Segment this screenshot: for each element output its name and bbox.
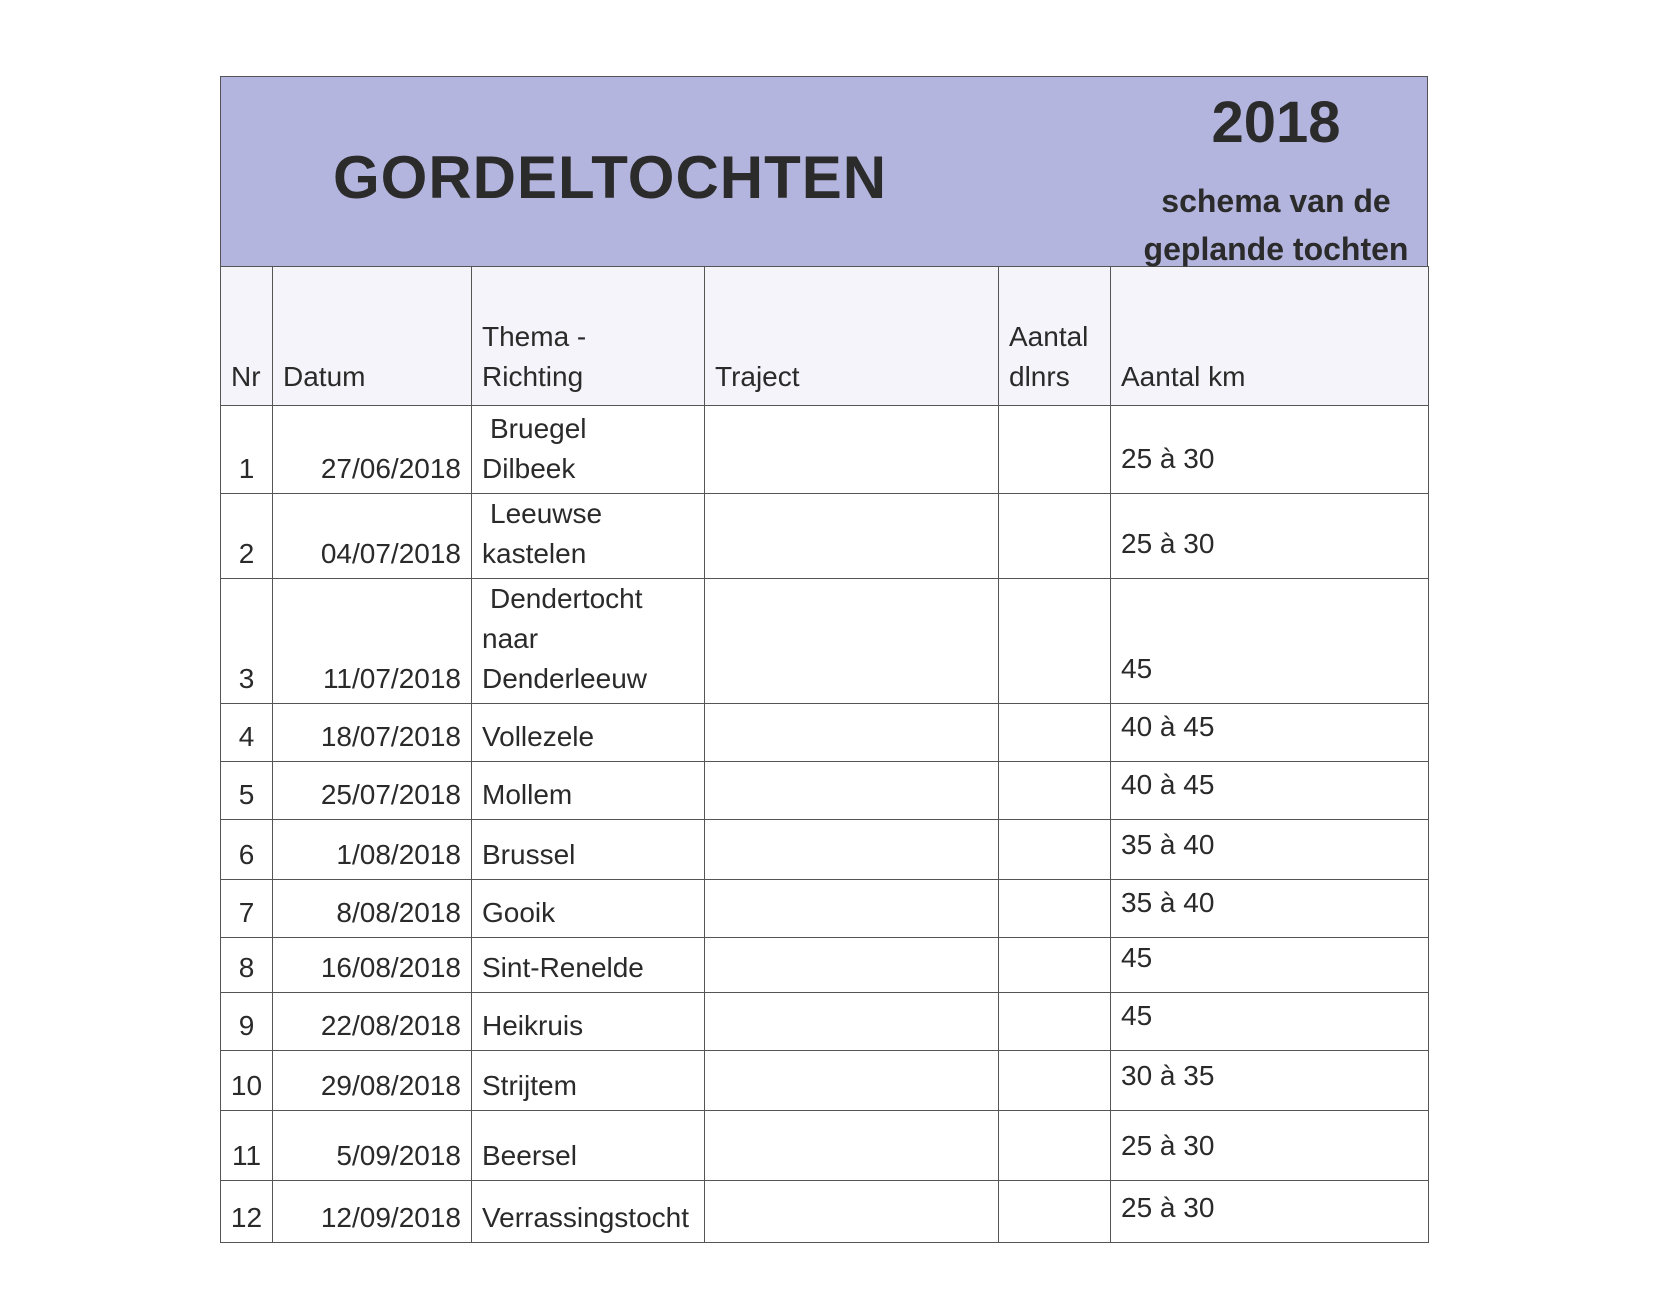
cell-traject [705,704,999,762]
cell-datum: 18/07/2018 [273,704,472,762]
cell-nr: 8 [221,938,273,993]
column-header-line: dlnrs [1009,361,1070,392]
cell-dlnrs [999,880,1111,938]
cell-datum: 5/09/2018 [273,1111,472,1181]
cell-km: 25 à 30 [1111,494,1429,579]
schedule-sheet [220,76,1428,1243]
cell-traject [705,1111,999,1181]
thema-line: Leeuwse [490,498,603,529]
cell-thema [472,494,705,579]
thema-line: Beersel [482,1140,577,1171]
thema-line: Gooik [482,897,556,928]
header-row [221,267,1429,406]
thema-line: Dilbeek [482,453,576,484]
column-header-dlnrs [999,267,1111,406]
cell-dlnrs [999,1051,1111,1111]
cell-km: 40 à 45 [1111,762,1429,820]
cell-thema [472,762,705,820]
cell-nr: 11 [221,1111,273,1181]
cell-dlnrs [999,993,1111,1051]
column-header-line: Aantal [1009,321,1089,352]
cell-traject [705,1051,999,1111]
cell-thema [472,880,705,938]
cell-nr: 4 [221,704,273,762]
cell-dlnrs [999,820,1111,880]
thema-line: Verrassingstocht [482,1202,689,1233]
column-header-km: Aantal km [1111,267,1429,406]
cell-thema [472,704,705,762]
thema-line: kastelen [482,538,587,569]
cell-datum: 11/07/2018 [273,579,472,704]
cell-thema [472,1111,705,1181]
cell-nr: 12 [221,1181,273,1243]
column-header-nr: Nr [221,267,273,406]
schedule-table [220,266,1429,1243]
cell-datum: 25/07/2018 [273,762,472,820]
subtitle [1051,177,1501,273]
year-label: 2018 [1211,90,1341,155]
cell-datum: 29/08/2018 [273,1051,472,1111]
cell-km: 25 à 30 [1111,1181,1429,1243]
cell-dlnrs [999,579,1111,704]
cell-datum: 04/07/2018 [273,494,472,579]
thema-line: Mollem [482,779,573,810]
cell-nr: 7 [221,880,273,938]
cell-km: 30 à 35 [1111,1051,1429,1111]
table-row [221,494,1429,579]
cell-dlnrs [999,704,1111,762]
table-row [221,406,1429,494]
cell-km: 45 [1111,938,1429,993]
cell-thema [472,993,705,1051]
table-row [221,762,1429,820]
column-header-thema [472,267,705,406]
cell-thema [472,820,705,880]
thema-line: naar [482,623,539,654]
thema-line: Denderleeuw [482,663,647,694]
cell-traject [705,406,999,494]
cell-nr: 2 [221,494,273,579]
cell-km: 40 à 45 [1111,704,1429,762]
cell-dlnrs [999,494,1111,579]
cell-traject [705,880,999,938]
table-row [221,880,1429,938]
column-header-line: Richting [482,361,584,392]
thema-line: Brussel [482,839,576,870]
cell-thema [472,1181,705,1243]
cell-nr: 1 [221,406,273,494]
thema-line: Strijtem [482,1070,577,1101]
cell-traject [705,494,999,579]
cell-nr: 6 [221,820,273,880]
table-row [221,704,1429,762]
thema-line: Sint-Renelde [482,952,644,983]
cell-thema [472,1051,705,1111]
table-row [221,1111,1429,1181]
table-row [221,938,1429,993]
cell-km: 35 à 40 [1111,880,1429,938]
table-row [221,993,1429,1051]
cell-traject [705,579,999,704]
cell-dlnrs [999,1181,1111,1243]
table-body [221,406,1429,1243]
subtitle-line: geplande tochten [1143,231,1409,267]
cell-datum: 12/09/2018 [273,1181,472,1243]
thema-line: Bruegel [490,413,587,444]
cell-km: 45 [1111,993,1429,1051]
column-header-datum: Datum [273,267,472,406]
cell-nr: 10 [221,1051,273,1111]
cell-traject [705,938,999,993]
table-row [221,1051,1429,1111]
cell-thema [472,579,705,704]
cell-km: 35 à 40 [1111,820,1429,880]
cell-dlnrs [999,1111,1111,1181]
cell-traject [705,993,999,1051]
cell-dlnrs [999,938,1111,993]
thema-line: Vollezele [482,721,595,752]
cell-datum: 22/08/2018 [273,993,472,1051]
cell-km: 25 à 30 [1111,1111,1429,1181]
column-header-traject: Traject [705,267,999,406]
cell-dlnrs [999,762,1111,820]
cell-nr: 5 [221,762,273,820]
column-header-line: Thema - [482,321,587,352]
cell-traject [705,762,999,820]
cell-thema [472,406,705,494]
cell-km: 25 à 30 [1111,406,1429,494]
cell-km: 45 [1111,579,1429,704]
cell-traject [705,1181,999,1243]
cell-datum: 8/08/2018 [273,880,472,938]
page-title: GORDELTOCHTEN [333,144,888,211]
cell-datum: 16/08/2018 [273,938,472,993]
cell-dlnrs [999,406,1111,494]
table-row [221,1181,1429,1243]
table-row [221,820,1429,880]
cell-datum: 27/06/2018 [273,406,472,494]
thema-line: Dendertocht [490,583,643,614]
cell-thema [472,938,705,993]
cell-nr: 3 [221,579,273,704]
cell-datum: 1/08/2018 [273,820,472,880]
subtitle-line: schema van de [1161,183,1391,219]
thema-line: Heikruis [482,1010,584,1041]
cell-traject [705,820,999,880]
cell-nr: 9 [221,993,273,1051]
table-row [221,579,1429,704]
title-banner [220,76,1428,266]
